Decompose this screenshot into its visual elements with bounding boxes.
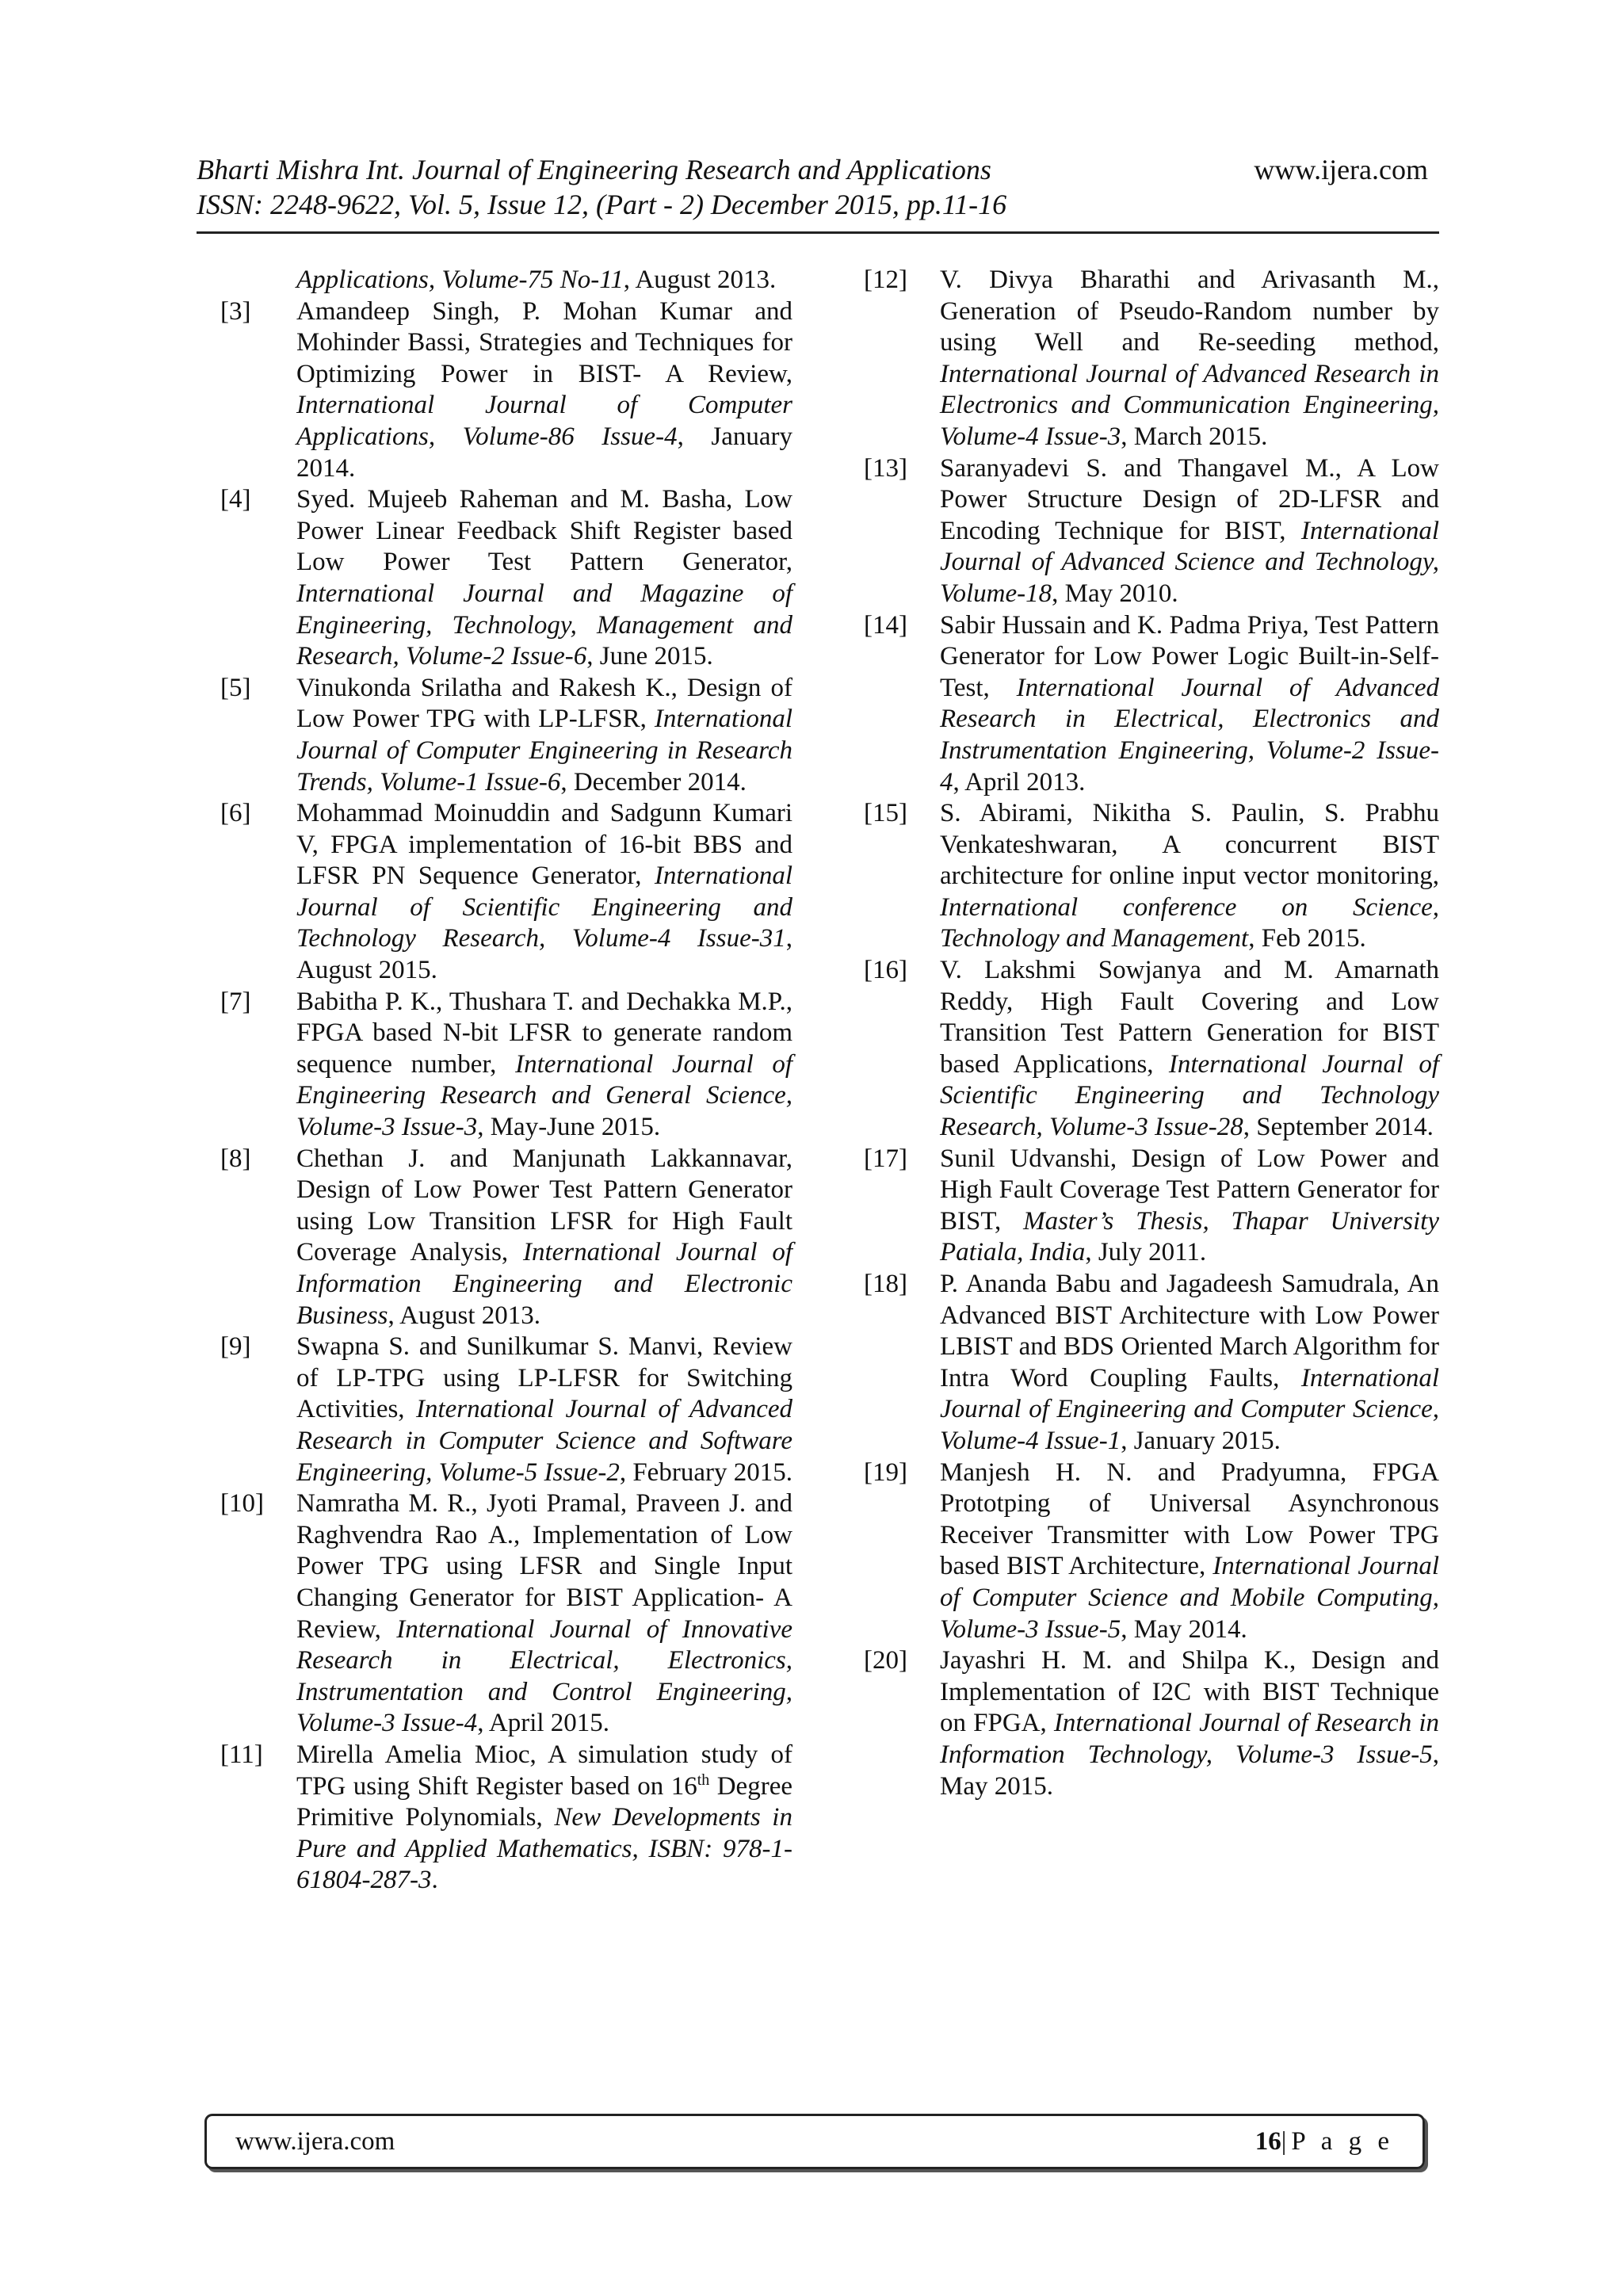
reference-body — [940, 453, 1439, 610]
page-footer — [204, 2114, 1425, 2169]
page-number: 16 — [1254, 2126, 1281, 2156]
reference-body — [940, 1645, 1439, 1802]
reference-number: [9] — [220, 1332, 251, 1362]
reference-text: , May 2014. — [1121, 1614, 1247, 1644]
reference-text: Manjesh H. N. and Pradyumna, FPGA Prototping of Universal Asynchronous Receiver Transmitter with Low Power TPG based BIST Architecture, — [940, 1457, 1439, 1581]
reference-text: Namratha M. R., Jyoti Pramal, Praveen J. and Raghvendra Rao A., Implementation of Low Power TPG using LFSR and Single Input Changing Generator for BIST Application- A Review, — [296, 1489, 792, 1644]
reference-source-text: International Journal of Scientific Engineering and Technology Research, Volume-3 Issue-28 — [940, 1049, 1439, 1142]
reference-text: Mirella Amelia Mioc, A simulation study of TPG using Shift Register based on 16 — [296, 1740, 792, 1801]
reference-text: Syed. Mujeeb Raheman and M. Basha, Low Power Linear Feedback Shift Register based Low Power Test Pattern Generator, — [296, 485, 792, 577]
header-journal-line: Bharti Mishra Int. Journal of Engineering Research and Applications — [197, 154, 991, 185]
reference-text: , February 2015. — [619, 1457, 792, 1487]
reference-source-text: International Journal of Information Engineering and Electronic Business — [296, 1238, 793, 1330]
reference-number: [15] — [864, 799, 907, 828]
reference-entry — [864, 610, 1439, 799]
reference-text: , January 2014. — [296, 422, 792, 483]
reference-body — [940, 955, 1439, 1144]
continued-reference-text — [220, 265, 792, 296]
reference-body — [296, 1144, 792, 1332]
reference-text: Babitha P. K., Thushara T. and Dechakka M.P., FPGA based N-bit LFSR to generate random sequence number, — [296, 987, 792, 1079]
reference-text: , August 2015. — [296, 924, 792, 985]
reference-entry — [864, 1269, 1439, 1457]
reference-number: [4] — [220, 485, 251, 514]
reference-entry — [220, 296, 792, 485]
reference-entry — [864, 1144, 1439, 1269]
reference-text: , May-June 2015. — [477, 1113, 661, 1142]
reference-entry — [220, 1144, 792, 1332]
reference-text: , June 2015. — [586, 642, 713, 671]
reference-number: [11] — [220, 1740, 263, 1769]
reference-source-text: International Journal of Advanced Research in Computer Science and Software Engineering, Volume-5 Issue-2 — [296, 1395, 793, 1487]
reference-number: [6] — [220, 799, 251, 828]
reference-source-text: International Journal of Innovative Research in Electrical, Electronics, Instrumentation and Control Engineering, Volume-3 Issue-4 — [296, 1614, 792, 1738]
reference-number: [19] — [864, 1457, 907, 1487]
reference-text: P. Ananda Babu and Jagadeesh Samudrala, An Advanced BIST Architecture with Low Power LBIST and BDS Oriented March Algorithm for Intra Word Coupling Faults, — [940, 1270, 1439, 1392]
reference-text: , May 2015. — [940, 1740, 1439, 1801]
reference-number: [7] — [220, 987, 251, 1016]
reference-text: , September 2014. — [1243, 1113, 1434, 1142]
reference-source-text: Master’s Thesis, Thapar University Patiala, India — [940, 1206, 1439, 1267]
reference-source-text: Applications, Volume-75 No-11 — [296, 266, 624, 294]
running-header — [197, 152, 1439, 222]
reference-entry — [864, 1645, 1439, 1802]
reference-entry — [220, 1488, 792, 1740]
reference-text: , April 2015. — [477, 1709, 610, 1738]
reference-text: Jayashri H. M. and Shilpa K., Design and Implementation of I2C with BIST Technique on FPGA, — [940, 1646, 1439, 1738]
header-divider — [197, 231, 1439, 234]
reference-text: Degree Primitive Polynomials, — [296, 1771, 792, 1832]
reference-text: , December 2014. — [560, 767, 747, 797]
reference-body — [296, 296, 792, 485]
reference-text: Vinukonda Srilatha and Rakesh K., Design of Low Power TPG with LP-LFSR, — [296, 673, 792, 734]
reference-source-text: International Journal of Computer Science and Mobile Computing, Volume-3 Issue-5 — [940, 1552, 1439, 1644]
reference-entry — [864, 1457, 1439, 1646]
reference-body — [296, 1331, 792, 1488]
reference-text: Saranyadevi S. and Thangavel M., A Low Power Structure Design of 2D-LFSR and Encoding Technique for BIST, — [940, 453, 1439, 545]
reference-entry — [220, 1331, 792, 1488]
reference-number: [5] — [220, 673, 251, 702]
reference-source-text: International conference on Science, Technology and Management — [940, 892, 1439, 953]
reference-text: , August 2013. — [623, 266, 777, 294]
reference-text: , April 2013. — [953, 767, 1086, 797]
reference-text: , Feb 2015. — [1248, 924, 1366, 953]
reference-source-text: International Journal of Computer Applications, Volume-86 Issue-4 — [296, 391, 792, 451]
reference-body — [940, 265, 1439, 453]
reference-body — [940, 1144, 1439, 1269]
reference-source-text: New Developments in Pure and Applied Mathematics, ISBN: 978-1-61804-287-3 — [296, 1803, 792, 1895]
reference-text: Chethan J. and Manjunath Lakkannavar, Design of Low Power Test Pattern Generator using Low Transition LFSR for High Fault Coverage Analysis, — [296, 1144, 792, 1267]
header-issn-line: ISSN: 2248-9622, Vol. 5, Issue 12, (Part - 2) December 2015, pp.11-16 — [197, 189, 1007, 220]
page-label: |P a g e — [1281, 2126, 1394, 2156]
reference-source-text: International Journal of Advanced Research in Electrical, Electronics and Instrumentation Engineering, Volume-2 Issue-4 — [940, 673, 1439, 797]
reference-number: [18] — [864, 1270, 907, 1298]
reference-number: [3] — [220, 296, 251, 326]
reference-body — [940, 798, 1439, 955]
reference-text: Mohammad Moinuddin and Sadgunn Kumari V, FPGA implementation of 16-bit BBS and LFSR PN Sequence Generator, — [296, 799, 792, 891]
reference-number: [17] — [864, 1144, 907, 1173]
references-left-column — [220, 265, 792, 1897]
reference-entry — [220, 1740, 792, 1897]
reference-text: . — [431, 1866, 438, 1895]
reference-text: V. Lakshmi Sowjanya and M. Amarnath Reddy, High Fault Covering and Low Transition Test Pattern Generation for BIST based Applications, — [940, 956, 1439, 1079]
reference-text: V. Divya Bharathi and Arivasanth M., Generation of Pseudo-Random number by using Well and Re-seeding method, — [940, 266, 1439, 357]
reference-body — [296, 673, 792, 798]
reference-body — [296, 1488, 792, 1740]
footer-url-link[interactable]: www.ijera.com — [235, 2126, 395, 2156]
reference-entry — [220, 798, 792, 987]
reference-entry — [864, 453, 1439, 610]
reference-number: [16] — [864, 956, 907, 985]
reference-body — [296, 484, 792, 673]
reference-body — [940, 1457, 1439, 1646]
reference-text: , August 2013. — [388, 1301, 541, 1330]
reference-entry — [220, 987, 792, 1144]
reference-text: Sunil Udvanshi, Design of Low Power and High Fault Coverage Test Pattern Generator for BIST, — [940, 1144, 1439, 1236]
reference-text: Swapna S. and Sunilkumar S. Manvi, Review of LP-TPG using LP-LFSR for Switching Activities, — [296, 1332, 792, 1424]
reference-text: Sabir Hussain and K. Padma Priya, Test Pattern Generator for Low Power Logic Built-in-Self-Test, — [940, 610, 1439, 702]
reference-source-text: International Journal and Magazine of Engineering, Technology, Management and Research, Volume-2 Issue-6 — [296, 579, 792, 671]
reference-text: Amandeep Singh, P. Mohan Kumar and Mohinder Bassi, Strategies and Techniques for Optimizing Power in BIST- A Review, — [296, 296, 792, 388]
reference-entry — [220, 673, 792, 798]
reference-body — [296, 987, 792, 1144]
reference-source-text: International Journal of Advanced Science and Technology, Volume-18 — [940, 516, 1439, 608]
reference-entry — [864, 798, 1439, 955]
reference-text: , May 2010. — [1052, 579, 1178, 608]
page-number-label — [1255, 2127, 1394, 2157]
references-right-column — [864, 265, 1439, 1802]
reference-number: [13] — [864, 453, 907, 483]
reference-number: [12] — [864, 266, 907, 294]
reference-number: [8] — [220, 1144, 251, 1173]
reference-body — [296, 1740, 792, 1897]
reference-text: , January 2015. — [1121, 1426, 1281, 1455]
reference-body — [296, 798, 792, 987]
reference-source-text: International Journal of Engineering and Computer Science, Volume-4 Issue-1 — [940, 1363, 1439, 1455]
superscript-text: th — [697, 1771, 710, 1789]
reference-number: [10] — [220, 1489, 264, 1519]
reference-entry — [220, 484, 792, 673]
reference-number: [14] — [864, 610, 907, 640]
reference-source-text: International Journal of Research in Information Technology, Volume-3 Issue-5 — [940, 1709, 1439, 1769]
reference-entry — [864, 955, 1439, 1144]
reference-entry — [864, 265, 1439, 453]
header-url-link[interactable]: www.ijera.com — [1254, 154, 1428, 185]
reference-text: , July 2011. — [1085, 1238, 1207, 1267]
reference-source-text: International Journal of Scientific Engineering and Technology Research, Volume-4 Issue-31 — [296, 861, 792, 953]
reference-body — [940, 610, 1439, 799]
reference-source-text: International Journal of Advanced Research in Electronics and Communication Engineering, Volume-4 Issue-3 — [940, 359, 1439, 451]
reference-source-text: International Journal of Computer Engineering in Research Trends, Volume-1 Issue-6 — [296, 705, 792, 797]
reference-text: , March 2015. — [1121, 422, 1268, 451]
reference-number: [20] — [864, 1646, 907, 1675]
reference-source-text: International Journal of Engineering Research and General Science, Volume-3 Issue-3 — [296, 1049, 792, 1142]
reference-text: S. Abirami, Nikitha S. Paulin, S. Prabhu Venkateshwaran, A concurrent BIST architecture for online input vector monitoring, — [940, 799, 1439, 891]
reference-body — [940, 1269, 1439, 1457]
